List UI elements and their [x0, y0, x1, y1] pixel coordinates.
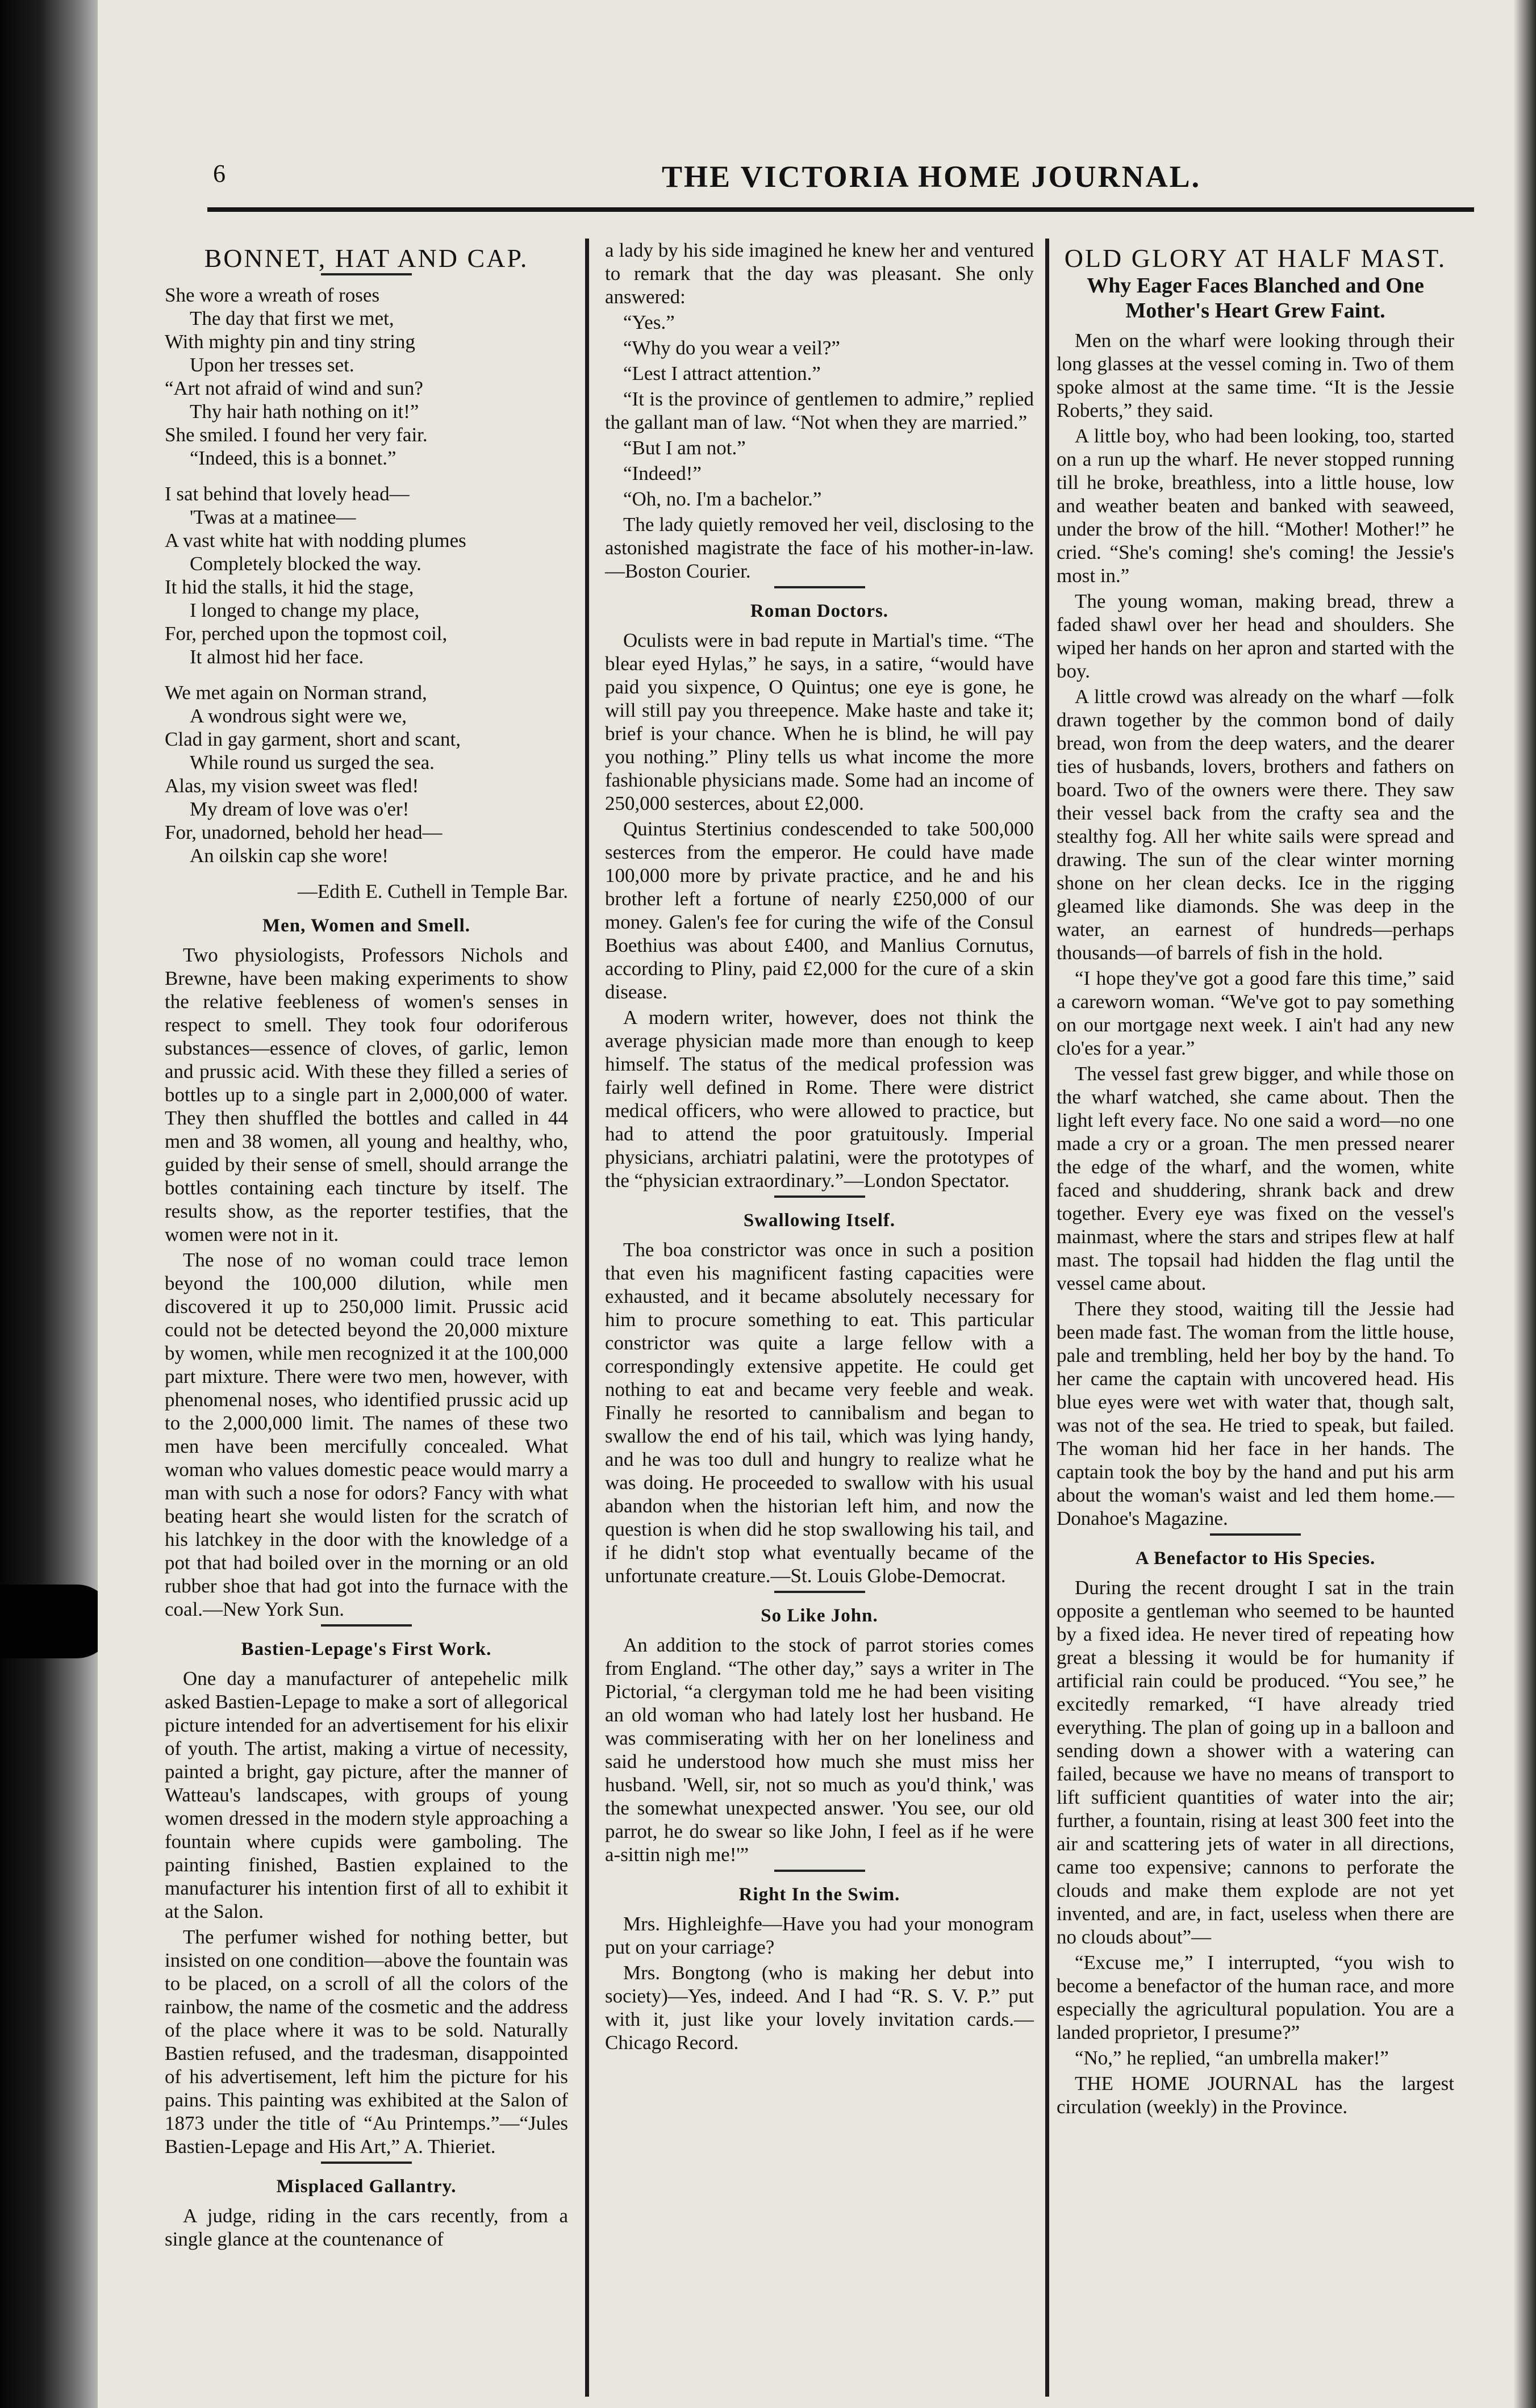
column-rule-2 — [1045, 239, 1049, 2397]
poem-line: For, perched upon the topmost coil, — [165, 622, 448, 645]
article-separator — [1210, 1533, 1301, 1536]
article-paragraph: There they stood, waiting till the Jessie had been made fast. The woman from the little house, pale and trembling, held her boy by the hand. To her came the captain with uncovered head. His blue eyes were wet with water that, though salt, was not of the sea. He tried to speak, but failed. The woman hid her face in her hands. The captain took the boy by the hand and put his arm about the woman's waist and led them home.—Donahoe's Magazine. — [1057, 1298, 1454, 1529]
article-subheading: Why Eager Faces Blanched and One Mother's Heart Grew Faint. — [1087, 274, 1424, 323]
article-paragraph: Quintus Stertinius condescended to take 500,000 sesterces from the emperor. He could have made 100,000 more by private practice, and he and his brother left a fortune of nearly £250,000 of our money. Galen's fee for curing the wife of the Consul Boethius was about £400, and Manlius Cornutus, according to Pliny, paid £2,000 for the cure of a skin disease. — [605, 818, 1034, 1003]
dialog-line: “Indeed!” — [623, 462, 702, 484]
dialog-line: “Yes.” — [623, 311, 675, 333]
column-1 — [165, 239, 568, 2253]
poem-line: For, unadorned, behold her head— — [165, 821, 443, 843]
article-heading: Misplaced Gallantry. — [276, 2176, 457, 2197]
article-paragraph: A judge, riding in the cars recently, from a single glance at the countenance of — [165, 2205, 568, 2250]
article-paragraph: A little crowd was already on the wharf —folk drawn together by the common bond of daily bread, won from the deep waters, and the dearer ties of husbands, lovers, brothers and fathers on board. Two of the owners were there. They saw their vessel back from the crafty sea and the stealthy fog. All her white sails were spread and drawing. The sun of the clear winter morning shone on her clean decks. Ice in the rigging gleamed like diamonds. She was deep in the water, an earnest of hundreds—perhaps thousands—of barrels of fish in the hold. — [1057, 685, 1454, 964]
article-paragraph: The boa constrictor was once in such a position that even his magnificent fasting capacities were exhausted, and it became absolutely necessary for him to procure something to eat. This particular constrictor was quite a large fellow with a correspondingly extensive appetite. He could get nothing to eat and became very feeble and weak. Finally he resorted to cannibalism and began to swallow the end of his tail, which was lying handy, and he was too dull and hungry to realize what he was doing. He proceeded to swallow with his usual abandon when the historian left him, and now the question is when did he stop swallowing his tail, and if he didn't stop what eventually became of the unfortunate creature.—St. Louis Globe-Democrat. — [605, 1239, 1034, 1587]
dialog-line: “Oh, no. I'm a bachelor.” — [623, 488, 822, 510]
poem-title: BONNET, HAT AND CAP. — [204, 244, 529, 273]
article-separator — [774, 1195, 865, 1198]
article-separator — [321, 1624, 412, 1627]
poem-line: It almost hid her face. — [190, 646, 364, 668]
dialog-line: “It is the province of gentlemen to admire,” replied the gallant man of law. “Not when they are married.” — [605, 388, 1034, 433]
article-heading: A Benefactor to His Species. — [1135, 1548, 1376, 1569]
article-paragraph: a lady by his side imagined he knew her and ventured to remark that the day was pleasant. She only answered: — [605, 239, 1034, 308]
circulation-notice: THE HOME JOURNAL has the largest circulation (weekly) in the Province. — [1057, 2072, 1454, 2118]
stanza-2 — [165, 482, 568, 668]
article-paragraph: A modern writer, however, does not think the average physician made more than enough to keep himself. The status of the medical profession was fairly well defined in Rome. There were district medical officers, who were allowed to practice, but had to attend the poor gratuitously. Imperial physicians, archiatri palatini, were the prototypes of the “physician extraordinary.”—London Spectator. — [605, 1006, 1034, 1192]
poem-line: The day that first we met, — [190, 307, 394, 329]
article-separator — [321, 2162, 412, 2164]
poem-line: Completely blocked the way. — [190, 553, 421, 575]
article-separator — [774, 1591, 865, 1593]
poem-line: Alas, my vision sweet was fled! — [165, 775, 419, 797]
article-heading: OLD GLORY AT HALF MAST. — [1064, 244, 1447, 273]
poem-line: It hid the stalls, it hid the stage, — [165, 576, 414, 598]
stanza-1 — [165, 283, 568, 470]
poem-line: I sat behind that lovely head— — [165, 483, 410, 505]
article-paragraph: One day a manufacturer of antepehelic milk asked Bastien-Lepage to make a sort of allegorical picture intended for an advertisement for his elixir of youth. The artist, making a virtue of necessity, painted a bright, gay picture, after the manner of Watteau's landscapes, with groups of young women dressed in the modern style approaching a fountain where cupids were gamboling. The painting finished, Bastien explained to the manufacturer his intention first of all to exhibit it at the Salon. — [165, 1667, 568, 1922]
article-paragraph: “I hope they've got a good fare this time,” said a careworn woman. “We've got to pay something on our mortgage next week. I ain't had any new clo'es for a year.” — [1057, 967, 1454, 1059]
poem-line: She wore a wreath of roses — [165, 284, 380, 306]
article-paragraph: The vessel fast grew bigger, and while those on the wharf watched, she came about. Then the light left every face. No one said a word—no one made a cry or a groan. The men pressed nearer the edge of the wharf, and the women, white faced and shuddering, shrank back and drew together. Every eye was fixed on the vessel's mainmast, where the stars and stripes flew at half mast. The topsail had hidden the flag until the vessel came about. — [1057, 1063, 1454, 1294]
poem — [165, 283, 568, 867]
stanza-3 — [165, 681, 568, 867]
article-heading: So Like John. — [761, 1606, 878, 1626]
article-paragraph: “No,” he replied, “an umbrella maker!” — [1075, 2047, 1389, 2069]
poem-line: I longed to change my place, — [190, 599, 420, 621]
poem-line: Upon her tresses set. — [190, 354, 354, 376]
article-paragraph: The perfumer wished for nothing better, but insisted on one condition—above the fountain was to be placed, on a scroll of all the colors of the rainbow, the name of the cosmetic and the address of the place where it was to be sold. Naturally Bastien refused, and the tradesman, disappointed of his advertisement, left him the picture for his pains. This painting was exhibited at the Salon of 1873 under the title of “Au Printemps.”—“Jules Bastien-Lepage and His Art,” A. Thieriet. — [165, 1926, 568, 2158]
header-rule — [207, 207, 1474, 212]
poem-line: We met again on Norman strand, — [165, 682, 427, 704]
poem-line: While round us surged the sea. — [190, 751, 435, 774]
page-edge-shadow — [1513, 0, 1536, 2408]
article-paragraph: The young woman, making bread, threw a faded shawl over her head and shoulders. She wiped her hands on her apron and started with the boy. — [1057, 590, 1454, 682]
article-paragraph: Mrs. Highleighfe—Have you had your monogram put on your carriage? — [605, 1913, 1034, 1958]
page-number: 6 — [213, 160, 226, 187]
column-rule-1 — [585, 239, 589, 2397]
poem-line: “Art not afraid of wind and sun? — [165, 377, 423, 399]
poem-line: “Indeed, this is a bonnet.” — [190, 447, 396, 469]
article-heading: Right In the Swim. — [738, 1884, 900, 1905]
article-heading: Men, Women and Smell. — [262, 915, 470, 936]
poem-line: My dream of love was o'er! — [190, 798, 410, 820]
article-separator — [774, 586, 865, 588]
article-heading: Swallowing Itself. — [743, 1210, 896, 1231]
article-paragraph: During the recent drought I sat in the train opposite a gentleman who seemed to be haunted by a fixed idea. He never tired of repeating how great a blessing it would be for humanity if artificial rain could be produced. “You see,” he excitedly remarked, “I have already tried everything. The plan of going up in a balloon and sending down a shower with a watering can failed, because we have no means of transport to lift sufficient quantities of water into the air; further, a fountain, rising at least 300 feet into the air and scattering jets of water in all directions, came too expensive; cannons to perforate the clouds and make them explode are not yet invented, and are, in fact, useless when there are no clouds about”— — [1057, 1577, 1454, 1948]
article-paragraph: A little boy, who had been looking, too, started on a run up the wharf. He never stopped running till he broke, breathless, into a little house, low and weather beaten and banked with seaweed, under the brow of the hill. “Mother! Mother!” he cried. “She's coming! she's coming! the Jessie's most in.” — [1057, 425, 1454, 587]
article-paragraph: The nose of no woman could trace lemon beyond the 100,000 dilution, while men discovered it up to 250,000 limit. Prussic acid could not be detected beyond the 20,000 mixture by women, while men recognized it at the 100,000 part mixture. There were two men, however, with phenomenal noses, who identified prussic acid up to the 2,000,000 limit. The names of these two men have been mercifully concealed. What woman who values domestic peace would marry a man with such a nose for odors? Fancy with what beating heart she would listen for the scratch of his latchkey in the door with the knowledge of a pot that had boiled over in the morning or an old rubber shoe that had got into the furnace with the coal.—New York Sun. — [165, 1249, 568, 1620]
poem-line: A wondrous sight were we, — [190, 705, 407, 727]
poem-line: An oilskin cap she wore! — [190, 845, 389, 867]
dialog-line: “Lest I attract attention.” — [623, 362, 821, 384]
article-separator — [774, 1870, 865, 1872]
article-heading: Bastien-Lepage's First Work. — [241, 1639, 492, 1659]
binding-hole — [0, 1585, 114, 1658]
article-paragraph: “Excuse me,” I interrupted, “you wish to become a benefactor of the human race, and more especially the agricultural population. You are a landed proprietor, I presume?” — [1057, 1951, 1454, 2043]
article-paragraph: Two physiologists, Professors Nichols and Brewne, have been making experiments to show the relative feebleness of women's senses in respect to smell. They took four odoriferous substances—essence of cloves, of garlic, lemon and prussic acid. With these they filled a series of bottles up to a single part in 2,000,000 of water. They then shuffled the bottles and called in 44 men and 38 women, all young and healthy, who, guided by their sense of smell, should arrange the bottles containing each tincture by itself. The results show, as the reporter testifies, that the women were not in it. — [165, 944, 568, 1245]
article-paragraph: Oculists were in bad repute in Martial's time. “The blear eyed Hylas,” he says, in a satire, “would have paid you sixpence, O Quintus; one eye is gone, he will still pay you threepence. Make haste and take it; brief is your chance. When he is blind, he will pay you nothing.” Pliny tells us what income the more fashionable physicians made. Some had an income of 250,000 sesterces, about £2,000. — [605, 629, 1034, 814]
poem-line: She smiled. I found her very fair. — [165, 424, 428, 446]
poem-line: With mighty pin and tiny string — [165, 331, 415, 353]
dialog-line: “But I am not.” — [623, 437, 746, 459]
dialog-line: “Why do you wear a veil?” — [623, 337, 840, 359]
poem-credit: —Edith E. Cuthell in Temple Bar. — [297, 880, 568, 902]
poem-line: A vast white hat with nodding plumes — [165, 529, 466, 551]
poem-line: Clad in gay garment, short and scant, — [165, 728, 461, 750]
title-rule — [321, 273, 412, 275]
poem-line: 'Twas at a matinee— — [190, 506, 356, 528]
newspaper-title: THE VICTORIA HOME JOURNAL. — [662, 160, 1201, 194]
column-3 — [1057, 239, 1454, 2121]
article-paragraph: The lady quietly removed her veil, disclosing to the astonished magistrate the face of his mother-in-law.—Boston Courier. — [605, 513, 1034, 582]
article-paragraph: An addition to the stock of parrot stories comes from England. “The other day,” says a writer in The Pictorial, “a clergyman told me he had been visiting an old woman who had lately lost her husband. He was commiserating with her on her loneliness and said he understood how much she must miss her husband. 'Well, sir, not so much as you'd think,' was the somewhat unexpected answer. 'You see, our old parrot, he do swear so like John, I feel as if he were a-sittin nigh me!'” — [605, 1634, 1034, 1866]
article-heading: Roman Doctors. — [750, 601, 889, 621]
article-paragraph: Mrs. Bongtong (who is making her debut into society)—Yes, indeed. And I had “R. S. V. P.” put with it, just like your lovely invitation cards.—Chicago Record. — [605, 1962, 1034, 2054]
poem-line: Thy hair hath nothing on it!” — [190, 400, 419, 423]
article-paragraph: Men on the wharf were looking through their long glasses at the vessel coming in. Two of them spoke almost at the same time. “It is the Jessie Roberts,” they said. — [1057, 329, 1454, 421]
column-2 — [605, 239, 1034, 2056]
book-binding — [0, 0, 99, 2408]
